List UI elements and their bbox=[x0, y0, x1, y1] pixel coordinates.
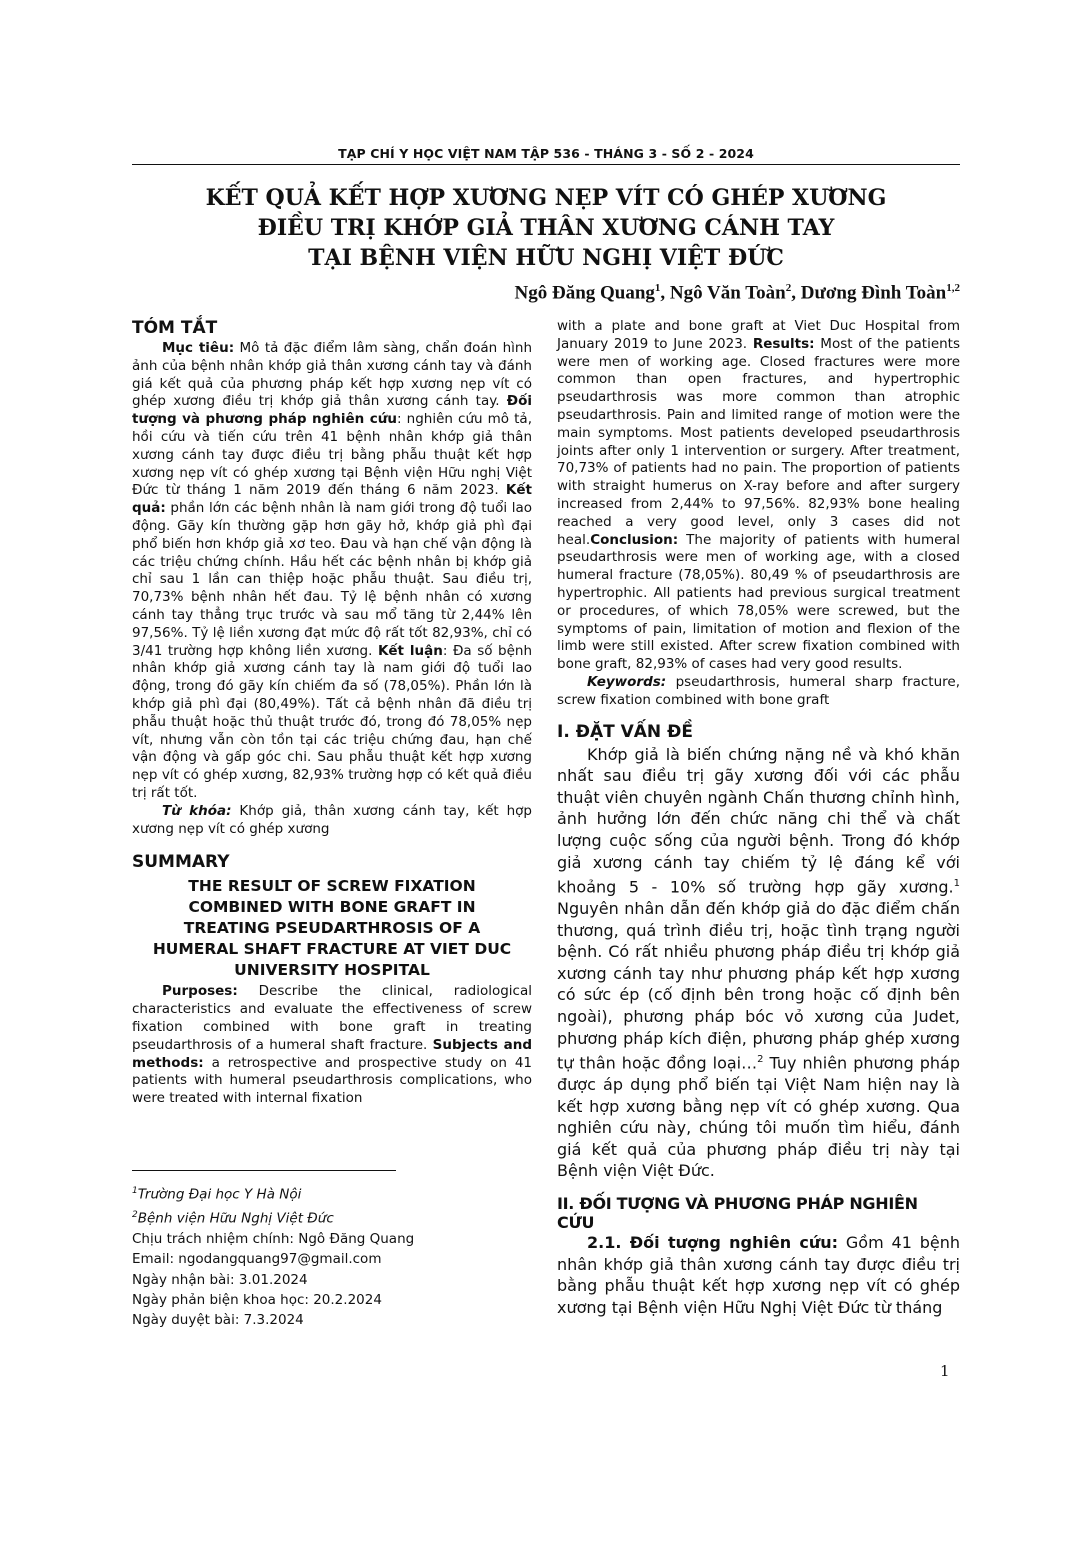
corresponding-email: Email: ngodangquang97@gmail.com bbox=[132, 1251, 382, 1268]
page-number: 1 bbox=[940, 1362, 950, 1380]
ketluan-label: Kết luận bbox=[377, 642, 443, 659]
doituong-text: : nghiên cứu mô tả, hồi cứu và tiến cứu trên 41 bệnh nhân khớp giả thân xương cánh tay được điều trị bằng phẫu thuật kết hợp xương nẹp vít có ghép xương tại Bệnh viện Hữu nghị Việt Đức từ tháng 1 năm 2019 đến tháng 6 năm 2023. bbox=[132, 411, 532, 499]
author-name: Ngô Đăng Quang bbox=[514, 282, 655, 304]
section-2-1-label: 2.1. Đối tượng nghiên cứu: bbox=[587, 1233, 839, 1253]
affiliation-text: Bệnh viện Hữu Nghị Việt Đức bbox=[137, 1210, 334, 1227]
affiliation-2 bbox=[132, 1205, 532, 1229]
summary-title-line: HUMERAL SHAFT FRACTURE AT VIET DUC bbox=[152, 940, 512, 959]
purposes-label: Purposes: bbox=[162, 983, 238, 1000]
keywords-label: Keywords: bbox=[587, 673, 667, 690]
tomtat-abstract-body bbox=[132, 340, 532, 803]
ketluan-text: : Đa số bệnh nhân khớp giả xương cánh tay là nam giới độ tuổi lao động, trong đó gãy kín chiếm đa số (78,05%). Phần lớn là khớp giả phì đại (80,49%). Tất cả bệnh nhân đã điều trị phẫu thuật hoặc thủ thuật trước đó, trong đó 78,05% nẹp vít, nhưng vẫn còn tồn tại các triệu chứng đau, hạn chế vận động và gấp góc chi. Sau phẫu thuật kết hợp xương nẹp vít có ghép xương, 82,93% trường hợp có kết quả điều trị rất tốt. bbox=[132, 642, 533, 801]
summary-title-line: UNIVERSITY HOSPITAL bbox=[234, 961, 430, 980]
purposes-text: Describe the clinical, radiological characteristics and evaluate the effectiveness of screw fixation combined with bone graft in treating pseudarthrosis of a humeral shaft fracture. bbox=[132, 983, 532, 1053]
section-1-text: Khớp giả là biến chứng nặng nề và khó khăn nhất sau điều trị gãy xương đối với các phẫu thuật viên chuyên ngành Chấn thương chỉnh hình, ảnh hưởng lớn đến chức năng chi thể và chất lượng cuộc sống của người bệnh. Trong đó khớp giả xương cánh tay chiếm tỷ lệ đáng kể với khoảng 5 - 10% số trường hợp gãy xương. bbox=[557, 744, 960, 897]
conclusion-text: The majority of patients with humeral pseudarthrosis were men of working age, with a closed humeral fracture (78,05%). 80,49 % of pseudarthrosis are hypertrophic. All patients had previous surgical treatment or procedures, of which 78,05% were screwed, but the symptoms of pain, limitation of motion and flexion of the limb were still existed. After screw fixation combined with bone graft, 82,93% of cases had very good results. bbox=[557, 531, 960, 673]
affiliation-sup: 1 bbox=[132, 1186, 138, 1196]
summary-title-line: TREATING PSEUDARTHROSIS OF A bbox=[183, 919, 481, 938]
results-label: Results: bbox=[752, 335, 815, 352]
ketqua-label: Kết quả: bbox=[132, 482, 532, 517]
corresponding-author: Chịu trách nhiệm chính: Ngô Đăng Quang bbox=[132, 1230, 415, 1247]
section-2-body bbox=[557, 1232, 960, 1318]
section-1-text: Nguyên nhân dẫn đến khớp giả do đặc điểm chấn thương, quá trình điều trị, hoặc tình trạng người bệnh. Có rất nhiều phương pháp điều trị khớp giả xương cánh tay như phương pháp kết hợp xương có sức ép (cố định bên trong hoặc cố định bên ngoài), phương pháp bóc vỏ xương của Judet, phương pháp kích điện, phương pháp ghép xương tự thân hoặc đồng loại… bbox=[557, 899, 960, 1073]
tukhoa-text: Khớp giả, thân xương cánh tay, kết hợp xương nẹp vít có ghép xương bbox=[132, 802, 532, 837]
tomtat-heading: TÓM TẮT bbox=[132, 318, 218, 338]
affiliation-text: Trường Đại học Y Hà Nội bbox=[137, 1186, 302, 1203]
citation-ref: 1 bbox=[953, 878, 960, 890]
header-rule bbox=[132, 164, 960, 165]
author-separator: , bbox=[660, 282, 670, 304]
date-reviewed: Ngày phản biện khoa học: 20.2.2024 bbox=[132, 1292, 382, 1309]
affiliation-1 bbox=[132, 1181, 532, 1205]
section-1-text: Tuy nhiên phương pháp được áp dụng phổ biến tại Việt Nam hiện nay là kết hợp xương bằng nẹp vít có ghép xương. Qua nghiên cứu này, chúng tôi muốn tìm hiểu, đánh giá kết quả của phương pháp điều trị này tại Bệnh viện Việt Đức. bbox=[557, 1053, 960, 1181]
title-line-3: TẠI BỆNH VIỆN HỮU NGHỊ VIỆT ĐỨC bbox=[308, 245, 784, 271]
author-list bbox=[515, 282, 961, 304]
summary-abstract-part-2 bbox=[557, 318, 960, 674]
section-2-heading: II. ĐỐI TƯỢNG VÀ PHƯƠNG PHÁP NGHIÊN CỨU bbox=[557, 1194, 918, 1233]
keywords-line bbox=[557, 674, 960, 710]
date-received: Ngày nhận bài: 3.01.2024 bbox=[132, 1271, 308, 1288]
title-line-1: KẾT QUẢ KẾT HỢP XƯƠNG NẸP VÍT CÓ GHÉP XƯƠNG bbox=[205, 185, 887, 211]
muctieu-label: Mục tiêu: bbox=[162, 340, 235, 356]
date-accepted: Ngày duyệt bài: 7.3.2024 bbox=[132, 1312, 304, 1329]
footnote-rule bbox=[132, 1170, 396, 1171]
article-title bbox=[132, 183, 960, 273]
summary-abstract-part-1 bbox=[132, 983, 532, 1108]
subjects-text-part: a retrospective and prospective study on 41 patients with humeral pseudarthrosis complications, who were treated with internal fixation bbox=[132, 1054, 532, 1107]
summary-title-line: THE RESULT OF SCREW FIXATION bbox=[188, 877, 476, 896]
left-column bbox=[132, 318, 532, 1108]
section-1-body bbox=[557, 744, 960, 1183]
muctieu-text: Mô tả đặc điểm lâm sàng, chẩn đoán hình ảnh của bệnh nhân khớp giả thân xương cánh tay và đánh giá kết quả của phương pháp kết hợp xương nẹp vít có ghép xương điều trị khớp giả thân xương cánh tay. bbox=[132, 340, 532, 410]
subjects-label: Subjects and methods: bbox=[132, 1036, 532, 1071]
citation-ref: 2 bbox=[757, 1054, 764, 1066]
subjects-text-continued: with a plate and bone graft at Viet Duc Hospital from January 2019 to June 2023. bbox=[557, 318, 960, 352]
footnotes bbox=[132, 1181, 532, 1331]
summary-heading: SUMMARY bbox=[132, 852, 230, 873]
author-affiliation-sup: 1 bbox=[654, 282, 661, 294]
author-affiliation-sup: 1,2 bbox=[946, 282, 960, 294]
summary-title bbox=[132, 876, 532, 981]
author-affiliation-sup: 2 bbox=[785, 282, 792, 294]
title-line-2: ĐIỀU TRỊ KHỚP GIẢ THÂN XƯƠNG CÁNH TAY bbox=[257, 215, 835, 241]
tukhoa-keywords bbox=[132, 803, 532, 839]
doituong-label: Đối tượng và phương pháp nghiên cứu bbox=[132, 393, 532, 428]
author-name: Dương Đình Toàn bbox=[800, 282, 947, 304]
author-separator: , bbox=[791, 282, 801, 304]
tukhoa-label: Từ khóa: bbox=[162, 802, 232, 819]
section-1-heading: I. ĐẶT VẤN ĐỀ bbox=[557, 721, 693, 742]
summary-title-line: COMBINED WITH BONE GRAFT IN bbox=[188, 898, 476, 917]
right-column bbox=[557, 318, 960, 1318]
results-text: Most of the patients were men of working age. Closed fractures were more common than open fractures, and hypertrophic pseudarthrosis was more common than atrophic pseudarthrosis. Pain and limited range of motion were the main symptoms. Most patients developed pseudarthrosis joints after only 1 intervention or surgery. After treatment, 70,73% of patients had no pain. The proportion of patients with straight humerus on X-ray before and after surgery increased from 2,44% to 97,56%. 82,93% bone healing reached a very good level, only 3 cases did not heal. bbox=[557, 335, 961, 548]
ketqua-text: phần lớn các bệnh nhân là nam giới trong độ tuổi lao động. Gãy kín thường gặp hơn gãy hở, khớp giả phì đại phổ biến hơn khớp giả xơ teo. Đau và hạn chế vận động là các triệu chứng chính. Hầu hết các bệnh nhân bị khớp giả chỉ sau 1 lần can thiệp hoặc phẫu thuật. Sau điều trị, 70,73% bệnh nhân hết đau. Tỷ lệ bệnh nhân có xương cánh tay thẳng trục trước và sau mổ tăng từ 2,44% lên 97,56%. Tỷ lệ liền xương đạt mức độ rất tốt 82,93%, chỉ có 3/41 trường hợp không liền xương. bbox=[132, 500, 532, 659]
affiliation-sup: 2 bbox=[132, 1209, 138, 1220]
conclusion-label: Conclusion: bbox=[590, 531, 679, 548]
author-name: Ngô Văn Toàn bbox=[669, 282, 786, 304]
running-header: TẠP CHÍ Y HỌC VIỆT NAM TẬP 536 - THÁNG 3 - SỐ 2 - 2024 bbox=[338, 146, 754, 161]
keywords-text: pseudarthrosis, humeral sharp fracture, screw fixation combined with bone graft bbox=[557, 673, 960, 708]
section-2-1-text: Gồm 41 bệnh nhân khớp giả thân xương cánh tay được điều trị bằng phẫu thuật kết hợp xương nẹp vít có ghép xương tại Bệnh viện Hữu Nghị Việt Đức từ tháng bbox=[557, 1233, 960, 1317]
